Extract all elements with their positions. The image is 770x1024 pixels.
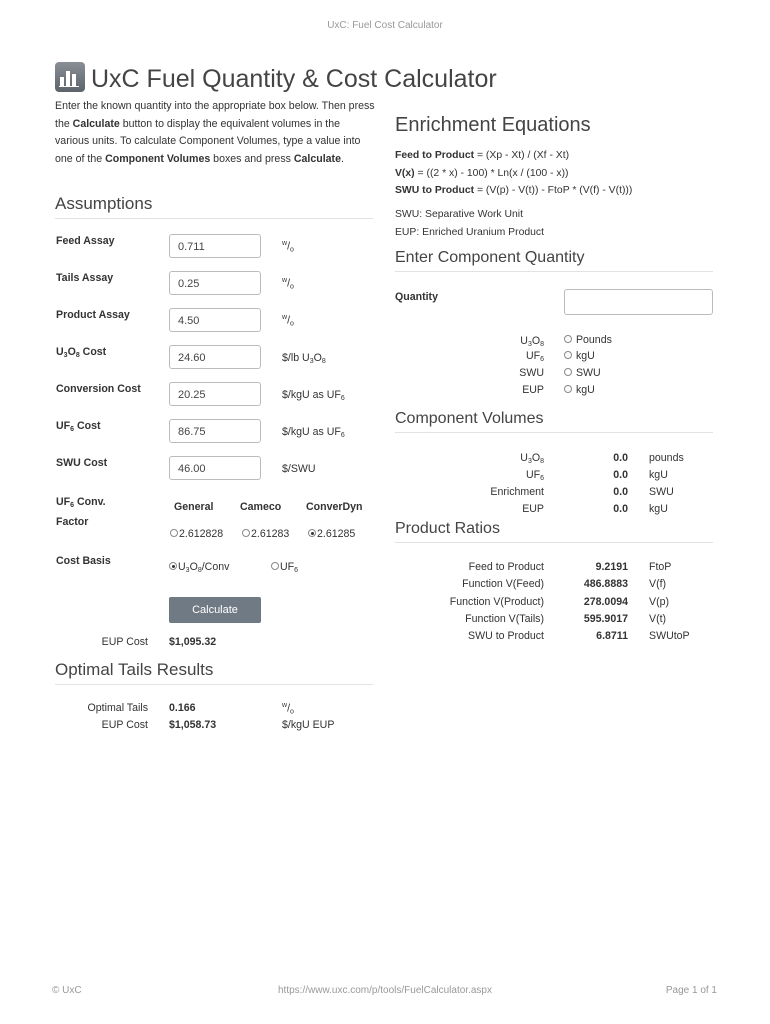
optimal-tails-heading: Optimal Tails Results <box>55 660 214 679</box>
app-title: UxC Fuel Quantity & Cost Calculator <box>91 65 497 93</box>
factor-radio-converdyn[interactable]: 2.61285 <box>308 528 355 540</box>
cv-u3o8-label: $U_3O_8$ <box>520 452 544 465</box>
swu-definition: SWU: Separative Work Unit <box>395 209 523 220</box>
factor-col-converdyn: ConverDyn <box>306 501 363 513</box>
uf6-cost-label: $UF_6$ Cost <box>56 420 101 433</box>
page-title <box>55 62 497 94</box>
cv-enrichment-label: Enrichment <box>490 486 544 498</box>
product-ratios-heading: Product Ratios <box>395 520 500 537</box>
radio-selected-icon <box>308 529 316 537</box>
cv-eup-value: 0.0 <box>613 503 628 515</box>
uf6-cost-unit: $/kgU as $UF_6$ <box>282 426 345 439</box>
cv-enrichment-unit: SWU <box>649 486 674 498</box>
factor-radio-cameco[interactable]: 2.61283 <box>242 528 289 540</box>
cv-uf6-value: 0.0 <box>613 469 628 481</box>
cv-uf6-unit: kgU <box>649 469 668 481</box>
component-quantity-heading: Enter Component Quantity <box>395 249 585 266</box>
pr-vproduct-label: Function V(Product) <box>449 596 544 608</box>
cq-radio-kgu[interactable]: kgU <box>564 350 595 362</box>
u3o8-cost-label: $U_3O_8$ Cost <box>56 346 107 359</box>
optimal-tails-section-header <box>55 660 373 685</box>
optimal-eup-cost-unit: $/kgU EUP <box>282 719 335 731</box>
footer-page-number: Page 1 of 1 <box>665 985 717 996</box>
factor-col-cameco: Cameco <box>240 501 282 513</box>
eup-cost-value: $1,095.32 <box>169 636 217 648</box>
equations-section <box>395 114 591 137</box>
eup-cost-label: EUP Cost <box>101 636 148 648</box>
cq-radio-eup-kgu[interactable]: kgU <box>564 384 595 396</box>
equations-list <box>395 147 735 200</box>
footer-copyright: © UxC <box>52 985 82 996</box>
optimal-eup-cost-value: $1,058.73 <box>169 719 217 731</box>
page-header-title: UxC: Fuel Cost Calculator <box>327 20 443 31</box>
uf6-conv-factor-label: $UF_6$ Conv. Factor <box>56 496 106 528</box>
bar-chart-icon <box>55 62 85 92</box>
calculate-button[interactable]: Calculate <box>169 597 261 623</box>
pr-vtails-unit: V(t) <box>649 613 667 625</box>
cv-u3o8-value: 0.0 <box>613 452 628 464</box>
radio-selected-icon <box>169 562 177 570</box>
u3o8-cost-unit: $/lb $U_3O_8$ <box>282 352 326 365</box>
footer-url: https://www.uxc.com/p/tools/FuelCalculator.aspx <box>278 985 492 996</box>
assumptions-section-header <box>55 194 373 219</box>
tails-assay-unit: $^w/_o$ <box>282 277 294 291</box>
product-ratios-section-header <box>395 520 713 543</box>
pr-vfeed-value: 486.8883 <box>583 578 628 590</box>
tails-assay-input[interactable]: 0.25 <box>169 271 261 295</box>
pr-vfeed-label: Function V(Feed) <box>462 578 544 590</box>
equation-feed-to-product: Feed to Product = (Xp - Xt) / (Xf - Xt) <box>395 150 570 161</box>
assumptions-heading: Assumptions <box>55 194 153 213</box>
radio-icon <box>271 562 279 570</box>
cv-u3o8-unit: pounds <box>649 452 684 464</box>
factor-radio-general[interactable]: 2.612828 <box>170 528 223 540</box>
radio-icon <box>564 385 572 393</box>
cq-radio-swu[interactable]: SWU <box>564 367 601 379</box>
u3o8-cost-input[interactable]: 24.60 <box>169 345 261 369</box>
radio-icon <box>564 351 572 359</box>
radio-icon <box>564 335 572 343</box>
definitions <box>395 206 544 241</box>
product-assay-label: Product Assay <box>56 309 130 321</box>
optimal-tails-label: Optimal Tails <box>87 702 148 714</box>
radio-icon <box>170 529 178 537</box>
feed-assay-label: Feed Assay <box>56 235 115 247</box>
cq-row-eup-label: EUP <box>522 384 544 396</box>
eup-definition: EUP: Enriched Uranium Product <box>395 226 544 238</box>
swu-cost-input[interactable]: 46.00 <box>169 456 261 480</box>
component-volumes-heading: Component Volumes <box>395 410 544 427</box>
uf6-cost-input[interactable]: 86.75 <box>169 419 261 443</box>
equation-vx: V(x) = ((2 * x) - 100) * Ln(x / (100 - x)) <box>395 167 569 179</box>
pr-vtails-label: Function V(Tails) <box>465 613 544 625</box>
swu-cost-unit: $/SWU <box>282 463 316 475</box>
cost-basis-label: Cost Basis <box>56 555 111 567</box>
quantity-label: Quantity <box>395 291 438 303</box>
swu-cost-label: SWU Cost <box>56 457 108 469</box>
feed-assay-input[interactable]: 0.711 <box>169 234 261 258</box>
equation-swu-to-product: SWU to Product = (V(p) - V(t)) - FtoP * (V(f) - V(t))) <box>395 185 633 196</box>
pr-vproduct-unit: V(p) <box>649 596 670 608</box>
pr-vproduct-value: 278.0094 <box>583 596 628 608</box>
cost-basis-radio-uf6[interactable]: $UF_6$ <box>271 561 298 574</box>
conversion-cost-unit: $/kgU as $UF_6$ <box>282 389 345 402</box>
pr-swu-to-product-value: 6.8711 <box>596 630 628 642</box>
optimal-eup-cost-label: EUP Cost <box>101 719 148 731</box>
radio-icon <box>564 368 572 376</box>
pr-feed-to-product-value: 9.2191 <box>595 561 628 573</box>
product-assay-unit: $^w/_o$ <box>282 314 294 328</box>
cq-row-u3o8-label: $U_3O_8$ <box>520 335 544 348</box>
cq-radio-pounds[interactable]: Pounds <box>564 334 612 346</box>
product-assay-input[interactable]: 4.50 <box>169 308 261 332</box>
optimal-tails-value: 0.166 <box>169 702 196 714</box>
radio-icon <box>242 529 250 537</box>
cq-row-uf6-label: $UF_6$ <box>525 350 544 363</box>
cv-eup-unit: kgU <box>649 503 668 515</box>
pr-feed-to-product-unit: FtoP <box>649 561 672 573</box>
quantity-input[interactable] <box>564 289 713 315</box>
feed-assay-unit: $^w/_o$ <box>282 240 294 254</box>
pr-vfeed-unit: V(f) <box>649 578 667 590</box>
pr-vtails-value: 595.9017 <box>583 613 628 625</box>
pr-swu-to-product-unit: SWUtoP <box>649 630 690 642</box>
cost-basis-radio-u3o8[interactable]: $U_3O_8$/Conv <box>169 561 229 574</box>
enrichment-equations-heading: Enrichment Equations <box>395 114 591 136</box>
component-quantity-section-header <box>395 249 713 272</box>
conversion-cost-input[interactable]: 20.25 <box>169 382 261 406</box>
component-volumes-section-header <box>395 410 713 433</box>
factor-col-general: General <box>174 501 214 513</box>
cv-eup-label: EUP <box>522 503 544 515</box>
intro-text: Enter the known quantity into the appropriate box below. Then press the Calculate button to display the equivalent volumes in the various units. To calculate Component Volumes, type a value into one of the Component Volumes boxes and press Calculate. <box>55 100 375 165</box>
tails-assay-label: Tails Assay <box>56 272 114 284</box>
pr-feed-to-product-label: Feed to Product <box>468 561 544 573</box>
cv-uf6-label: $UF_6$ <box>525 469 544 482</box>
optimal-tails-unit: $^w/_o$ <box>282 702 294 716</box>
cq-row-swu-label: SWU <box>519 367 544 379</box>
pr-swu-to-product-label: SWU to Product <box>468 630 544 642</box>
conversion-cost-label: Conversion Cost <box>56 383 141 395</box>
cv-enrichment-value: 0.0 <box>613 486 628 498</box>
